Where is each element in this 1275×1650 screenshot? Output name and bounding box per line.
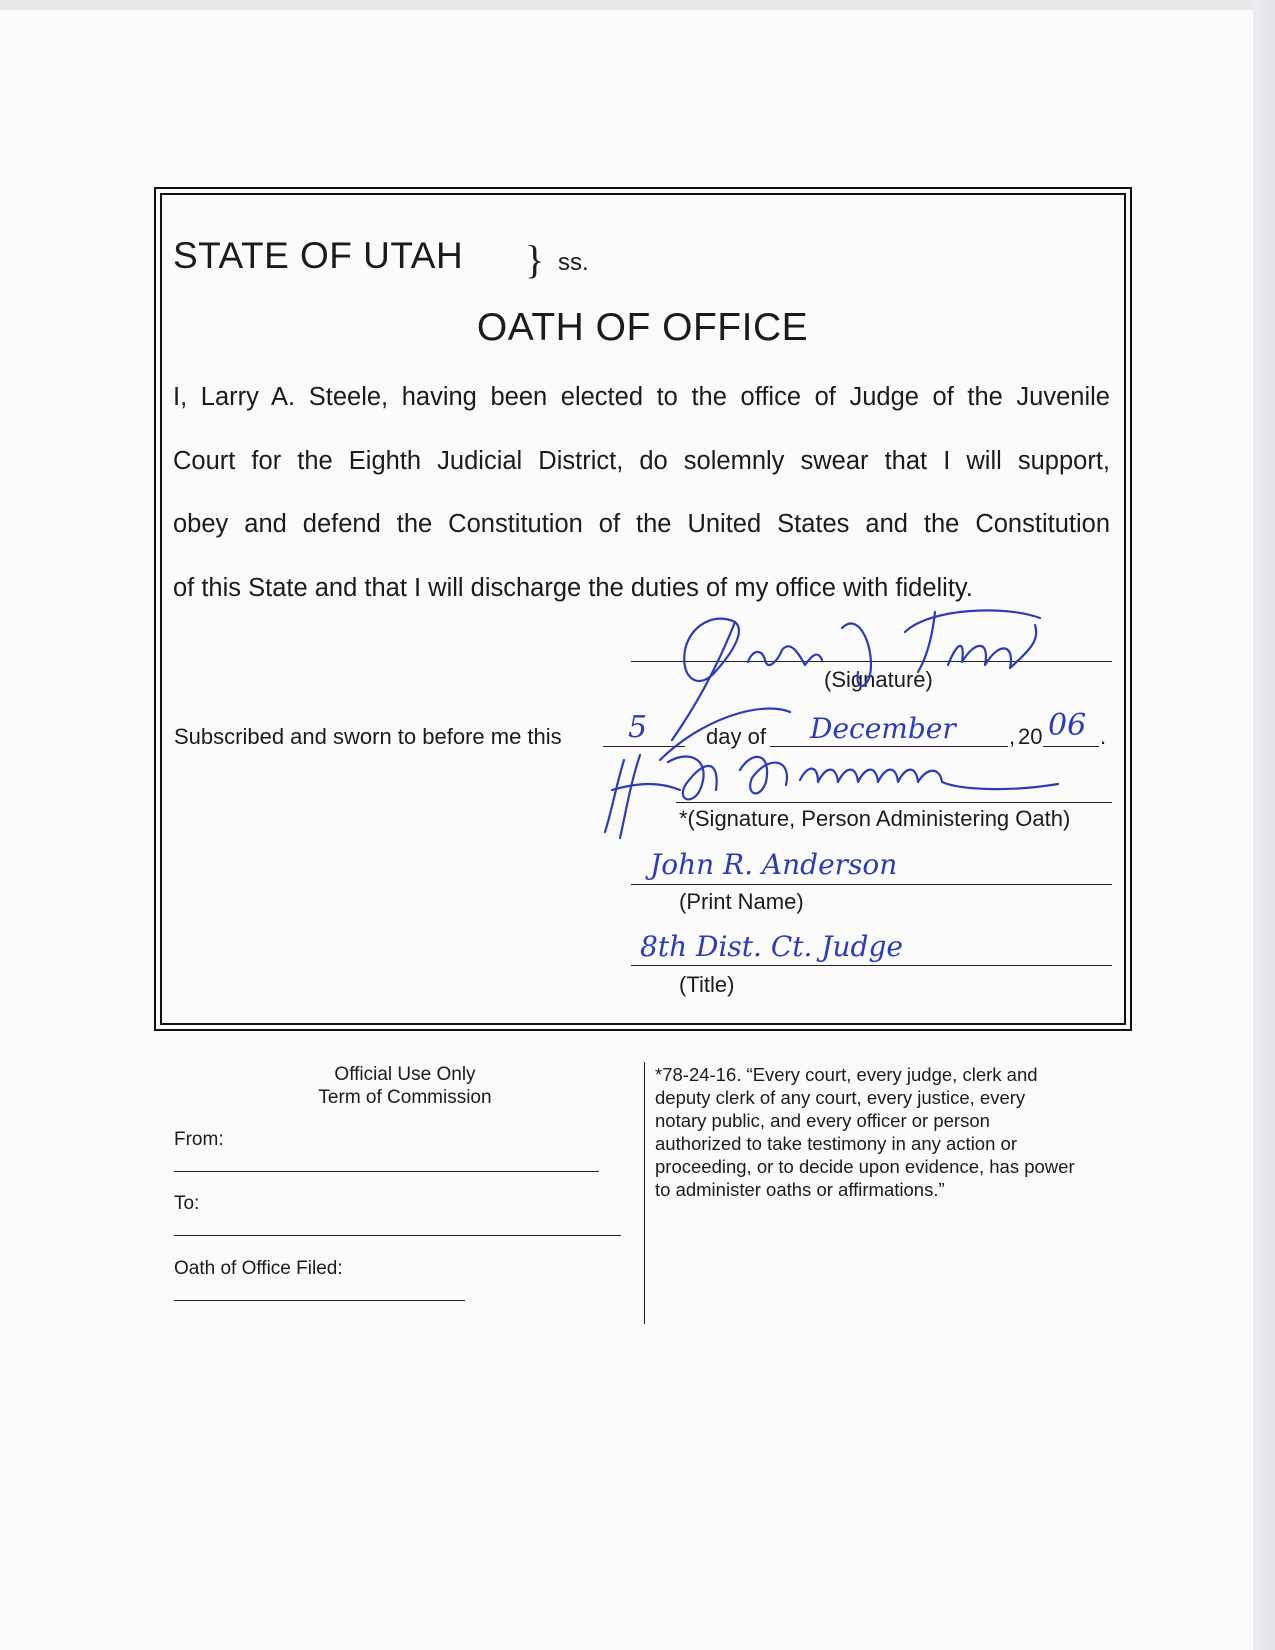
oath-line-4: of this State and that I will discharge the duties of my office with fidelity. [173,574,973,602]
oath-taker-signature [660,610,1043,760]
handwritten-day: 5 [628,710,648,745]
to-line [174,1235,621,1236]
handwritten-year: 06 [1048,708,1087,743]
section-divider [644,1062,645,1324]
statute-line: *78-24-16. “Every court, every judge, clerk and [655,1064,1038,1085]
statute-line: deputy clerk of any court, every justice, every [655,1087,1026,1108]
title-caption: (Title) [679,972,735,997]
year-prefix: 20 [1018,724,1043,749]
print-name-caption: (Print Name) [679,889,804,914]
statute-line: notary public, and every officer or person [655,1110,990,1131]
administering-signature [605,755,1058,838]
document-title: OATH OF OFFICE [476,306,809,349]
comma-mark: , [1009,724,1016,749]
oath-line-2: Court for the Eighth Judicial District, do solemnly swear that I will support, [173,447,1110,475]
statute-line: proceeding, or to decide upon evidence, has power [655,1156,1075,1177]
from-line [174,1171,599,1172]
signature-caption: (Signature) [824,667,933,692]
administering-caption: *(Signature, Person Administering Oath) [679,806,1071,831]
handwritten-title: 8th Dist. Ct. Judge [640,930,903,963]
filed-label: Oath of Office Filed: [174,1258,343,1279]
from-label: From: [174,1129,224,1150]
oath-line-1: I, Larry A. Steele, having been elected to the office of Judge of the Juvenile [173,383,1110,411]
ss-mark: ss. [558,249,589,276]
official-use-heading: Official Use Only [334,1064,476,1085]
term-of-commission-heading: Term of Commission [318,1087,492,1108]
statute-line: to administer oaths or affirmations.” [655,1179,945,1200]
state-heading: STATE OF UTAH [173,235,464,276]
statute-note [655,1063,1125,1201]
to-label: To: [174,1193,200,1214]
handwritten-month: December [810,712,956,745]
day-of-label: day of [706,724,766,749]
oath-line-3: obey and defend the Constitution of the United States and the Constitution [173,510,1110,538]
filed-line [174,1300,465,1301]
period-mark: . [1100,724,1107,749]
statute-line: authorized to take testimony in any action or [655,1133,1017,1154]
subscribed-label: Subscribed and sworn to before me this [174,724,562,749]
brace-mark: } [525,237,545,282]
handwritten-print-name: John R. Anderson [650,848,898,881]
